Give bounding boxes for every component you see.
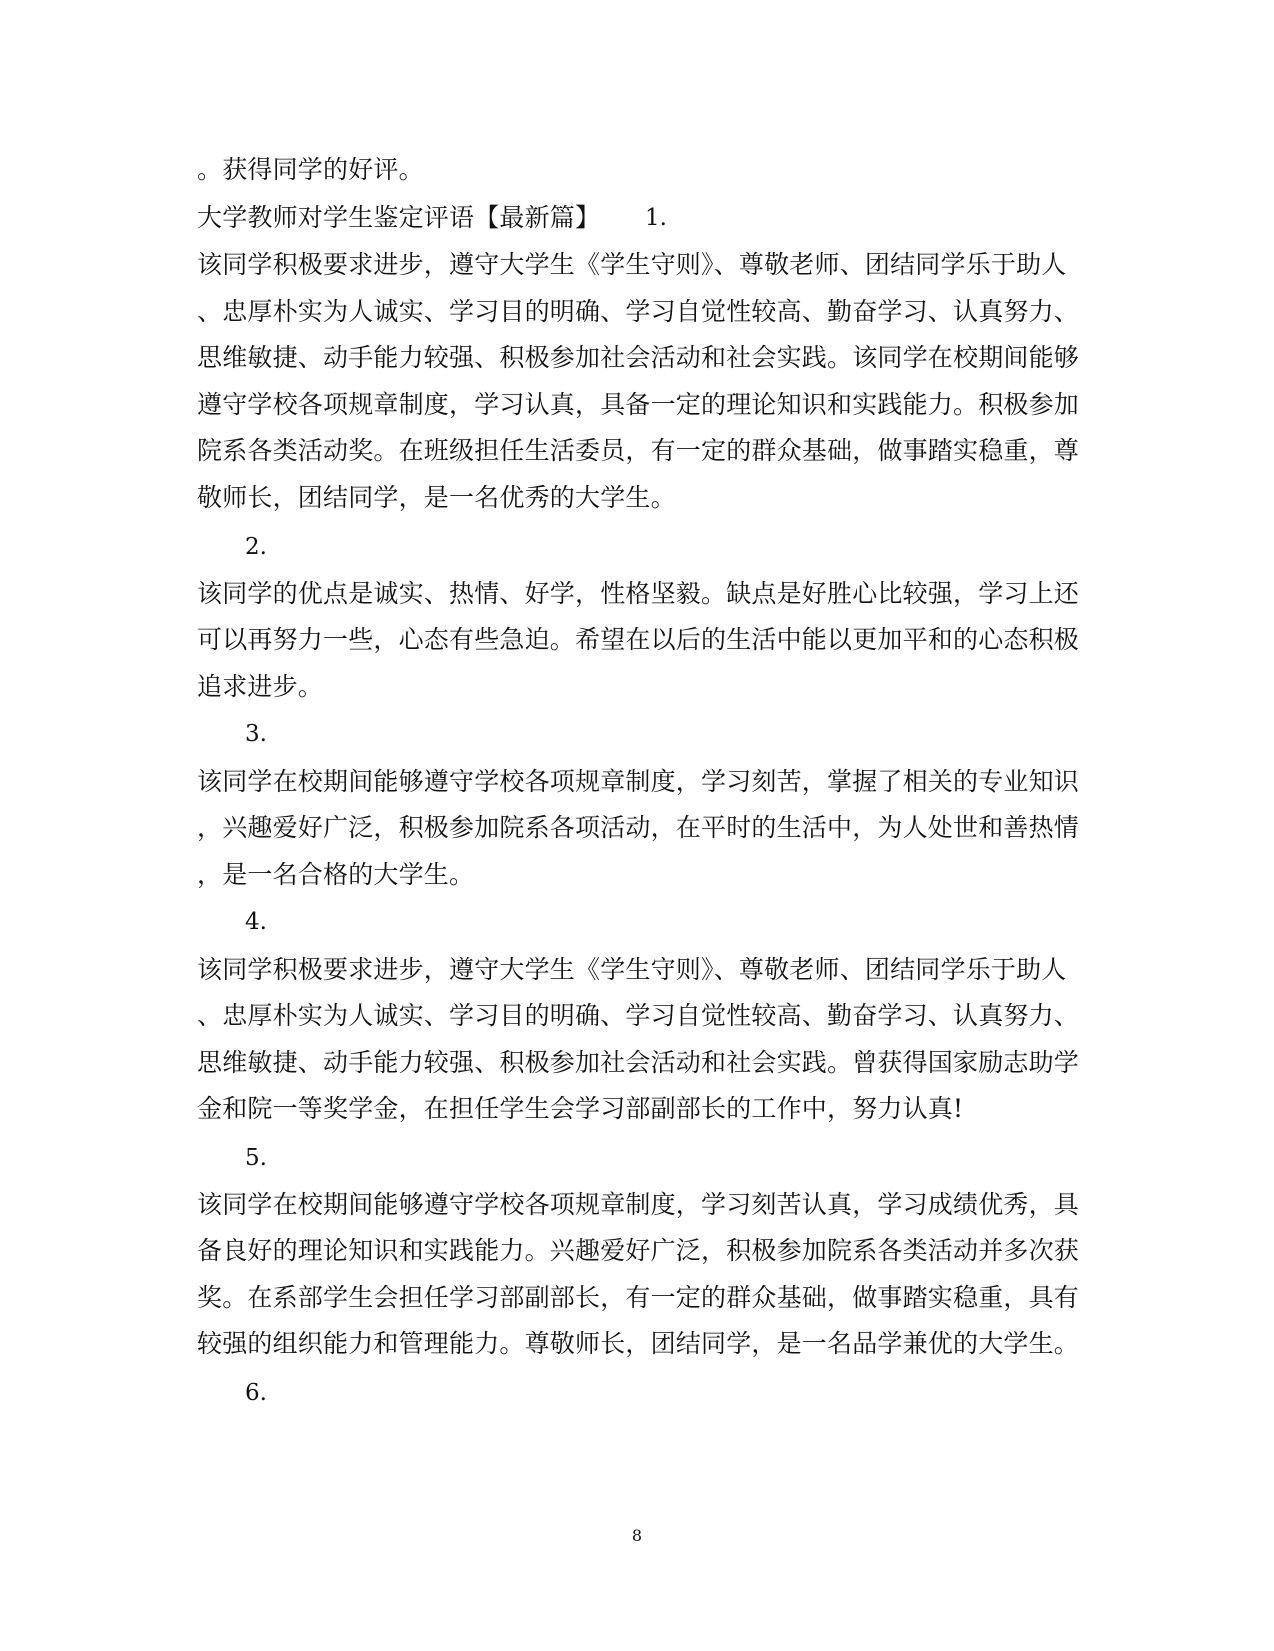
text-line: 该同学在校期间能够遵守学校各项规章制度，学习刻苦认真，学习成绩优秀，具 bbox=[197, 1190, 1080, 1219]
text-line: 、忠厚朴实为人诚实、学习目的明确、学习自觉性较高、勤奋学习、认真努力、 bbox=[197, 297, 1080, 326]
text-line: 院系各类活动奖。在班级担任生活委员，有一定的群众基础，做事踏实稳重，尊 bbox=[197, 436, 1080, 465]
text-line: 备良好的理论知识和实践能力。兴趣爱好广泛，积极参加院系各类活动并多次获 bbox=[197, 1236, 1080, 1265]
text-line: 遵守学校各项规章制度，学习认真，具备一定的理论知识和实践能力。积极参加 bbox=[197, 390, 1080, 419]
text-line: 该同学积极要求进步，遵守大学生《学生守则》、尊敬老师、团结同学乐于助人 bbox=[197, 955, 1067, 984]
text-line: 该同学在校期间能够遵守学校各项规章制度，学习刻苦，掌握了相关的专业知识 bbox=[197, 767, 1080, 796]
text-line: 可以再努力一些，心态有些急迫。希望在以后的生活中能以更加平和的心态积极 bbox=[197, 625, 1080, 654]
text-line: 该同学的优点是诚实、热情、好学，性格坚毅。缺点是好胜心比较强，学习上还 bbox=[197, 579, 1080, 608]
page-number: 8 bbox=[631, 1526, 643, 1545]
text-line: 、忠厚朴实为人诚实、学习目的明确、学习自觉性较高、勤奋学习、认真努力、 bbox=[197, 1001, 1080, 1030]
text-line: 思维敏捷、动手能力较强、积极参加社会活动和社会实践。曾获得国家励志助学 bbox=[197, 1048, 1080, 1077]
item-number: 6. bbox=[245, 1380, 267, 1406]
item-number: 4. bbox=[245, 909, 267, 935]
item-number: 3. bbox=[245, 721, 267, 747]
text-line: ，是一名合格的大学生。 bbox=[197, 860, 475, 889]
text-line: 敬师长，团结同学，是一名优秀的大学生。 bbox=[197, 483, 676, 512]
text-line: 金和院一等奖学金，在担任学生会学习部副部长的工作中，努力认真! bbox=[197, 1094, 964, 1123]
text-line: 较强的组织能力和管理能力。尊敬师长，团结同学，是一名品学兼优的大学生。 bbox=[197, 1329, 1080, 1358]
text-line: 思维敏捷、动手能力较强、积极参加社会活动和社会实践。该同学在校期间能够 bbox=[197, 343, 1080, 372]
text-line: 该同学积极要求进步，遵守大学生《学生守则》、尊敬老师、团结同学乐于助人 bbox=[197, 250, 1067, 279]
text-line: 追求进步。 bbox=[197, 672, 324, 701]
text-line: 。获得同学的好评。 bbox=[197, 155, 424, 184]
item-number: 2. bbox=[245, 534, 267, 560]
item-number: 5. bbox=[245, 1145, 267, 1171]
text-line: ，兴趣爱好广泛，积极参加院系各项活动，在平时的生活中，为人处世和善热情 bbox=[197, 813, 1080, 842]
section-heading: 大学教师对学生鉴定评语【最新篇】 bbox=[197, 203, 601, 232]
item-number: 1. bbox=[645, 205, 667, 231]
text-line: 奖。在系部学生会担任学习部副部长，有一定的群众基础，做事踏实稳重，具有 bbox=[197, 1283, 1080, 1312]
